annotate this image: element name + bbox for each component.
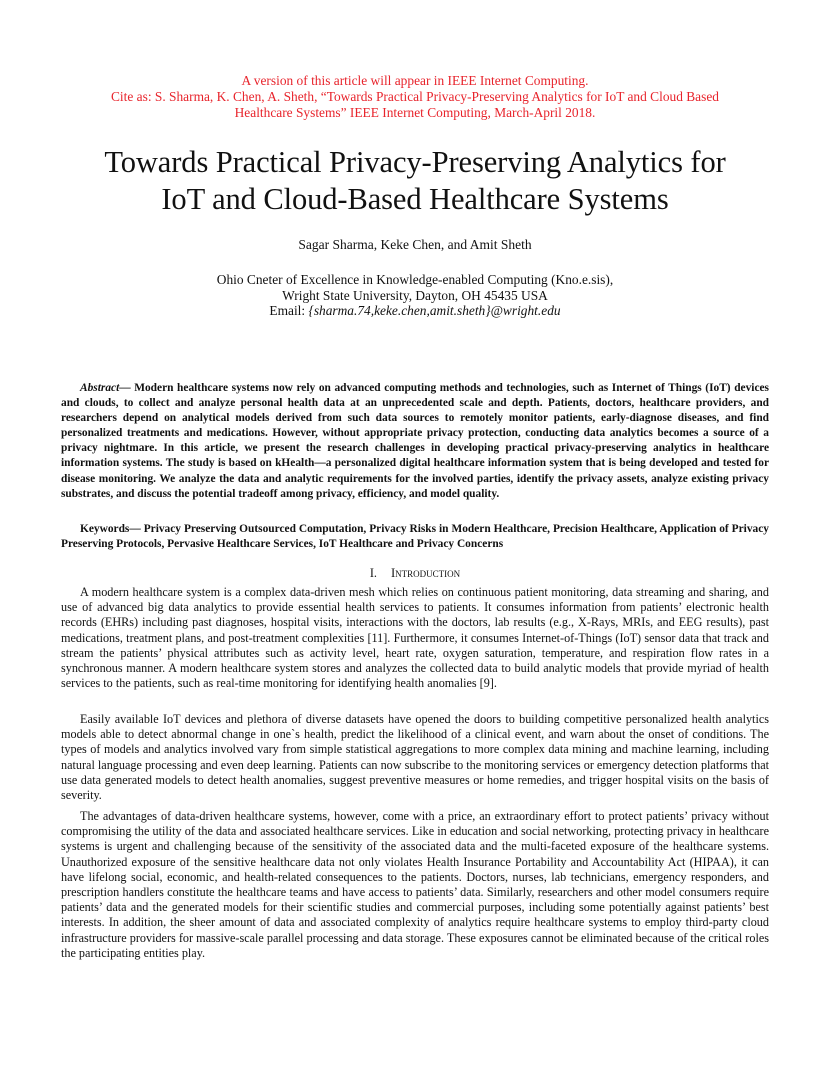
section-title: Introduction [390, 566, 461, 580]
email-label: Email: [269, 303, 309, 318]
affiliation-line: Wright State University, Dayton, OH 45435 USA [282, 287, 548, 303]
notice-citation-line: Cite as: S. Sharma, K. Chen, A. Sheth, “Towards Practical Privacy-Preserving Analytics for IoT and Cloud Based [111, 89, 719, 104]
keywords [61, 522, 769, 552]
abstract-label: Abstract [80, 382, 120, 394]
publication-notice [61, 73, 769, 121]
body-paragraph: The advantages of data-driven healthcare systems, however, come with a price, an extraordinary effort to protect patients’ privacy without compromising the utility of the data and associated healthcare services. Like in education and social networking, protecting privacy in healthcare systems is urgent and challenging because of the sensitivity of the associated data and the multi-faceted exposure of the healthcare systems. Unauthorized exposure of the sensitive healthcare data not only violates Health Insurance Portability and Accountability Act (HIPAA), it can have lifelong social, economic, and health-related consequences to the patients. Doctors, nurses, lab technicians, emergency responders, and prescription handlers constitute the healthcare teams and have access to patients’ data. Similarly, researchers and other model consumers require patients’ data and the generated models for their scientific studies and commercial purposes, including some potentially against patients’ best interests. In addition, the sheer amount of data and associated complexity of analytics require healthcare systems to employ third-party cloud infrastructure providers for massive-scale parallel processing and data storage. These exposures cannot be eliminated because of the critical roles the participating entities play. [61, 809, 769, 960]
affiliation-line: Ohio Cneter of Excellence in Knowledge-enabled Computing (Kno.e.sis), [216, 272, 614, 287]
body-paragraph: A modern healthcare system is a complex data-driven mesh which relies on continuous patient monitoring, data streaming and sharing, and use of advanced big data analytics to provide essential health services to patients. It consumes information from patients’ electronic health records (EHRs) including past diagnoses, hospital visits, interactions with the doctors, lab results (e.g., X-Rays, MRIs, and EEG results), past medications, treatment plans, and post-treatment complexities [11]. Furthermore, it consumes Internet-of-Things (IoT) sensor data that track and stream the patients’ physical attributes such as activity level, heart rate, oxygen saturation, temperature, and respiration flow rates in a synchronous manner. A modern healthcare system stores and analyzes the collected data to build analytic models that provide myriad of health services to the patients, such as real-time monitoring for identifying health anomalies [9]. [61, 585, 769, 691]
section-number: I. [369, 566, 377, 580]
keywords-text: Privacy Preserving Outsourced Computation, Privacy Risks in Modern Healthcare, Precision Healthcare, Application of Privacy Preserving Protocols, Pervasive Healthcare Services, IoT Healthcare and Privacy Concerns [61, 523, 769, 551]
paper-title [61, 144, 769, 218]
title-line: IoT and Cloud-Based Healthcare Systems [161, 182, 669, 216]
title-line: Towards Practical Privacy-Preserving Analytics for [104, 145, 726, 179]
section-heading [61, 566, 769, 580]
notice-line: A version of this article will appear in IEEE Internet Computing. [241, 73, 589, 88]
keywords-label: Keywords— [80, 523, 144, 535]
notice-citation-line: Healthcare Systems” IEEE Internet Computing, March-April 2018. [234, 105, 596, 120]
body-paragraph: Easily available IoT devices and plethora of diverse datasets have opened the doors to building competitive personalized health analytics models able to detect abnormal change in one`s health, predict the likelihood of a clinical event, and warn about the onset of conditions. The types of models and analytics involved vary from simple statistical aggregations to more complex data mining and machine learning, including natural language processing and even deep learning. Patients can now subscribe to the monitoring services or emergency detection platforms that use data generated models to detect health anomalies, suggest preventive measures or home remedies, and trigger hospital visits on the basis of severity. [61, 712, 769, 803]
abstract-text: Modern healthcare systems now rely on advanced computing methods and technologies, such as Internet of Things (IoT) devices and clouds, to collect and analyze personal health data at an unprecedented scale and depth. Patients, doctors, healthcare providers, and researchers depend on analytical models derived from such data sources to remotely monitor patients, early-diagnose diseases, and find personalized treatments and medications. However, without appropriate privacy protection, conducting data analytics becomes a source of a privacy nightmare. In this article, we present the research challenges in developing practical privacy-preserving analytics in healthcare information systems. The study is based on kHealth—a personalized digital healthcare information system that is being developed and tested for disease monitoring. We analyze the data and analytic requirements for the involved parties, identify the privacy assets, analyze existing privacy substrates, and discuss the potential tradeoff among privacy, efficiency, and model quality. [61, 382, 769, 500]
abstract [61, 381, 769, 502]
email-line [61, 303, 769, 319]
author-list: Sagar Sharma, Keke Chen, and Amit Sheth [298, 237, 532, 252]
email-address: {sharma.74,keke.chen,amit.sheth}@wright.edu [308, 303, 561, 318]
affiliation [61, 272, 769, 319]
abstract-dash: — [119, 382, 135, 394]
